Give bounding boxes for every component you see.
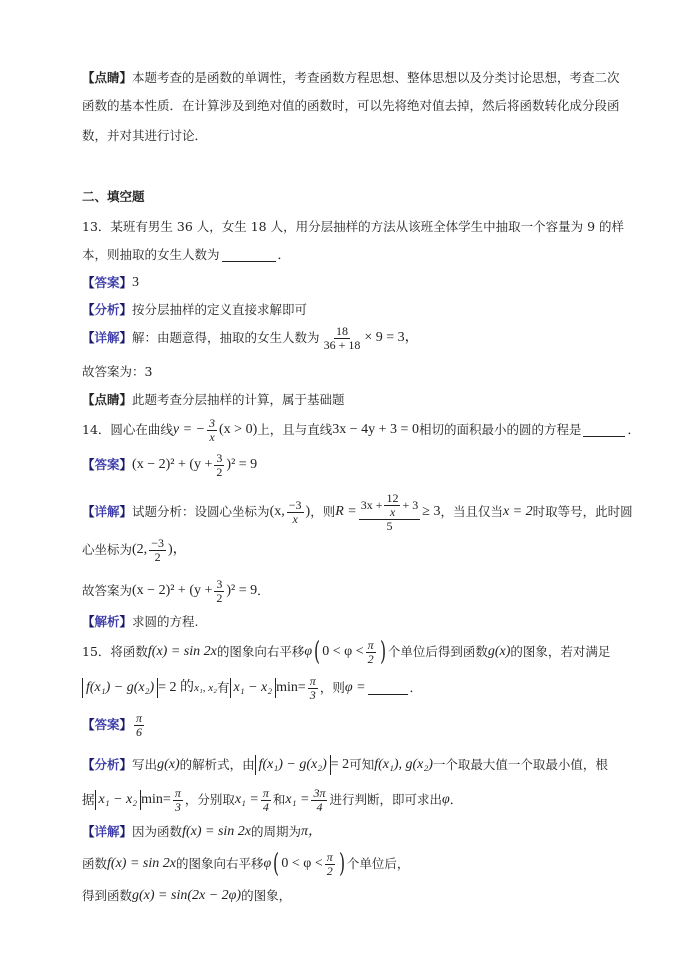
q14-answer: [82, 450, 258, 479]
text: ，当且仅当: [440, 504, 503, 519]
math: y = −: [172, 422, 206, 437]
fraction: $\frac{\pi}{3}$: [174, 785, 181, 814]
comment-text: 本题考查的是函数的单调性，考查函数方程思想、整体思想以及分类讨论思想，考查二次: [132, 70, 620, 85]
math: (x − 2)² + (y +: [132, 457, 213, 472]
q13-line-1: 13．某班有男生 36 人，女生 18 人，用分层抽样的方法从该班全体学生中抽取一个容量为 9 的样: [82, 219, 625, 234]
math: φ =: [344, 680, 366, 695]
q14-detail: [82, 490, 633, 533]
q13-conclusion: 故答案为：3: [82, 364, 153, 379]
math: (2,: [132, 542, 148, 557]
math: φ: [263, 856, 272, 871]
text: 上，且与直线: [257, 422, 333, 437]
fraction: $\frac{3}{2}$: [216, 450, 223, 479]
label-fenxi: 【分析】: [82, 757, 133, 772]
text: 有: [216, 680, 230, 695]
label-xiangjie: 【详解】: [82, 330, 133, 345]
math: x₁ − x₂: [95, 790, 142, 810]
math: min: [276, 680, 298, 695]
text: 的图象向右平移: [175, 856, 264, 871]
label-xiangjie: 【详解】: [82, 824, 133, 839]
math: f(x) = sin 2x: [182, 824, 251, 839]
text: ，则: [310, 504, 336, 519]
text: 的图象，: [241, 888, 292, 903]
fraction: $\frac{3}{x}$: [209, 415, 216, 444]
fraction: π 2: [367, 637, 374, 666]
math: 0 < φ <: [322, 644, 364, 659]
analysis-text: 按分层抽样的定义直接求解即可: [132, 302, 308, 317]
math: φ: [441, 792, 450, 807]
math: = 2: [330, 757, 350, 772]
q13-line-2: [82, 245, 290, 265]
q13-text: 本，则抽取的女生人数为: [82, 247, 220, 262]
q15-question-1: 15．将函数 f(x) = sin 2x 的图象向右平移 φ ( 0 < φ < π 2 ) 个单位后得到函数 g(x) 的图象，若对满足: [82, 637, 611, 667]
text: 试题分析：设圆心坐标为: [132, 504, 270, 519]
fraction: $\frac{18}{36 + 18}$: [323, 323, 361, 352]
text: 个单位后，: [346, 856, 410, 871]
math: φ: [304, 644, 313, 659]
math: g(x) = sin(2x − 2φ): [132, 888, 242, 903]
text: 15．将函数: [82, 644, 148, 659]
math: x₁ =: [234, 792, 259, 807]
math: )² = 9: [226, 583, 258, 598]
q15-question-2: [82, 673, 423, 702]
q14-detail-2: [82, 535, 187, 564]
text: 相切的面积最小的圆的方程是: [418, 422, 582, 437]
math: f(x) = sin 2x: [107, 856, 176, 871]
fraction: $\frac{\pi}{4}$: [262, 785, 269, 814]
math: = 2 的: [158, 680, 195, 695]
comment-line-2: 函数的基本性质．在计算涉及到绝对值的函数时，可以先将绝对值去掉，然后将函数转化成分段函: [82, 98, 620, 113]
math: f(x₁) − g(x₂): [255, 755, 331, 775]
label-daan: 【答案】: [82, 275, 133, 290]
math: ≥ 3: [422, 504, 441, 519]
label-jiexi: 【解析】: [82, 614, 133, 629]
text: 求圆的方程.: [132, 614, 199, 629]
q15-analysis-2: [82, 785, 463, 814]
text: 的解析式，由: [179, 757, 255, 772]
text: 函数: [82, 856, 108, 871]
text: 可知: [349, 757, 375, 772]
fraction: 3x + $\frac{12}{x}$ + 3 5: [360, 490, 419, 533]
answer-blank: [583, 424, 625, 437]
math: 3x − 4y + 3 = 0: [332, 422, 419, 437]
q15-detail-3: [82, 886, 291, 906]
math: x₁, x₂: [194, 682, 217, 694]
math: ): [305, 504, 311, 519]
detail-text: 解：由题意得，抽取的女生人数为: [132, 330, 320, 345]
fraction: −3 x: [288, 497, 302, 526]
math: f(x) = sin 2x: [147, 644, 217, 659]
q13-detail: [82, 323, 419, 352]
math: (x > 0): [219, 422, 258, 437]
punct: ．: [257, 583, 270, 598]
answer-value: 3: [132, 275, 140, 290]
text: 和: [272, 792, 286, 807]
math: =: [297, 680, 306, 695]
q15-answer: [82, 710, 146, 739]
text: 的图象向右平移: [216, 644, 305, 659]
text: 心坐标为: [82, 542, 133, 557]
label-dianjing: 【点睛】: [82, 392, 133, 407]
text: 据: [82, 792, 95, 807]
math: R =: [335, 504, 357, 519]
math: g(x): [157, 757, 180, 772]
section-title: 二、填空题: [82, 189, 145, 204]
text: 进行判断，即可求出: [329, 792, 442, 807]
text: 故答案为: [82, 583, 133, 598]
comment-text: 此题考查分层抽样的计算，属于基础题: [132, 392, 345, 407]
answer-blank: [222, 249, 276, 262]
text: 时取等号，此时圆: [532, 504, 633, 519]
label-xiangjie: 【详解】: [82, 504, 133, 519]
fraction: π 6: [136, 710, 143, 739]
label-daan: 【答案】: [82, 457, 133, 472]
math: π，: [301, 824, 323, 839]
math: min: [141, 792, 163, 807]
answer-blank: [368, 682, 408, 695]
fraction: −3 2: [151, 535, 164, 564]
text: ，分别取: [184, 792, 235, 807]
math: (x,: [269, 504, 285, 519]
math: f(x₁), g(x₂): [374, 757, 433, 772]
label-fenxi: 【分析】: [82, 302, 133, 317]
label-dianjing: 【点睛】: [82, 70, 133, 85]
fraction: π 2: [326, 849, 333, 878]
math: x = 2: [502, 504, 533, 519]
punct: ．: [449, 792, 463, 807]
text: 因为函数: [132, 824, 183, 839]
text: 14．圆心在曲线: [82, 422, 173, 437]
math: =: [162, 792, 171, 807]
text: ，则: [319, 680, 345, 695]
punct: ．: [627, 422, 640, 437]
q14-jiexi: [82, 612, 199, 632]
punct: ．: [409, 680, 423, 695]
punct: ．: [277, 247, 291, 262]
math: × 9 = 3，: [364, 330, 419, 345]
q15-detail-2: 函数 f(x) = sin 2x 的图象向右平移 φ ( 0 < φ < π 2 ) 个单位后，: [82, 849, 410, 879]
label-daan: 【答案】: [82, 717, 133, 732]
q13-comment: [82, 390, 345, 410]
q15-analysis: [82, 755, 608, 775]
fraction: $\frac{3\pi}{4}$: [313, 785, 326, 814]
q14-question: [82, 415, 640, 444]
math: f(x₁) − g(x₂): [82, 678, 158, 698]
q13-answer: [82, 273, 139, 293]
text: 的周期为: [251, 824, 302, 839]
math: )² = 9: [226, 457, 258, 472]
q15-detail: [82, 822, 322, 842]
comment-line-3: 数，并对其进行讨论．: [82, 128, 208, 143]
math: g(x): [487, 644, 511, 659]
text: 得到函数: [82, 888, 133, 903]
q13-analysis: [82, 300, 307, 320]
math: x₁ =: [285, 792, 310, 807]
math: (x − 2)² + (y +: [132, 583, 213, 598]
text: 写出: [132, 757, 158, 772]
math: x₁ − x₂: [230, 678, 277, 698]
comment-line-1: [82, 68, 620, 88]
text: 一个取最大值一个取最小值，根: [432, 757, 608, 772]
q14-conclusion: [82, 576, 270, 605]
fraction: $\frac{3}{2}$: [216, 576, 223, 605]
math: )，: [167, 542, 187, 557]
fraction: $\frac{\pi}{3}$: [309, 673, 316, 702]
math: 0 < φ <: [281, 856, 323, 871]
text: 个单位后得到函数: [387, 644, 488, 659]
text: 的图象，若对满足: [510, 644, 611, 659]
